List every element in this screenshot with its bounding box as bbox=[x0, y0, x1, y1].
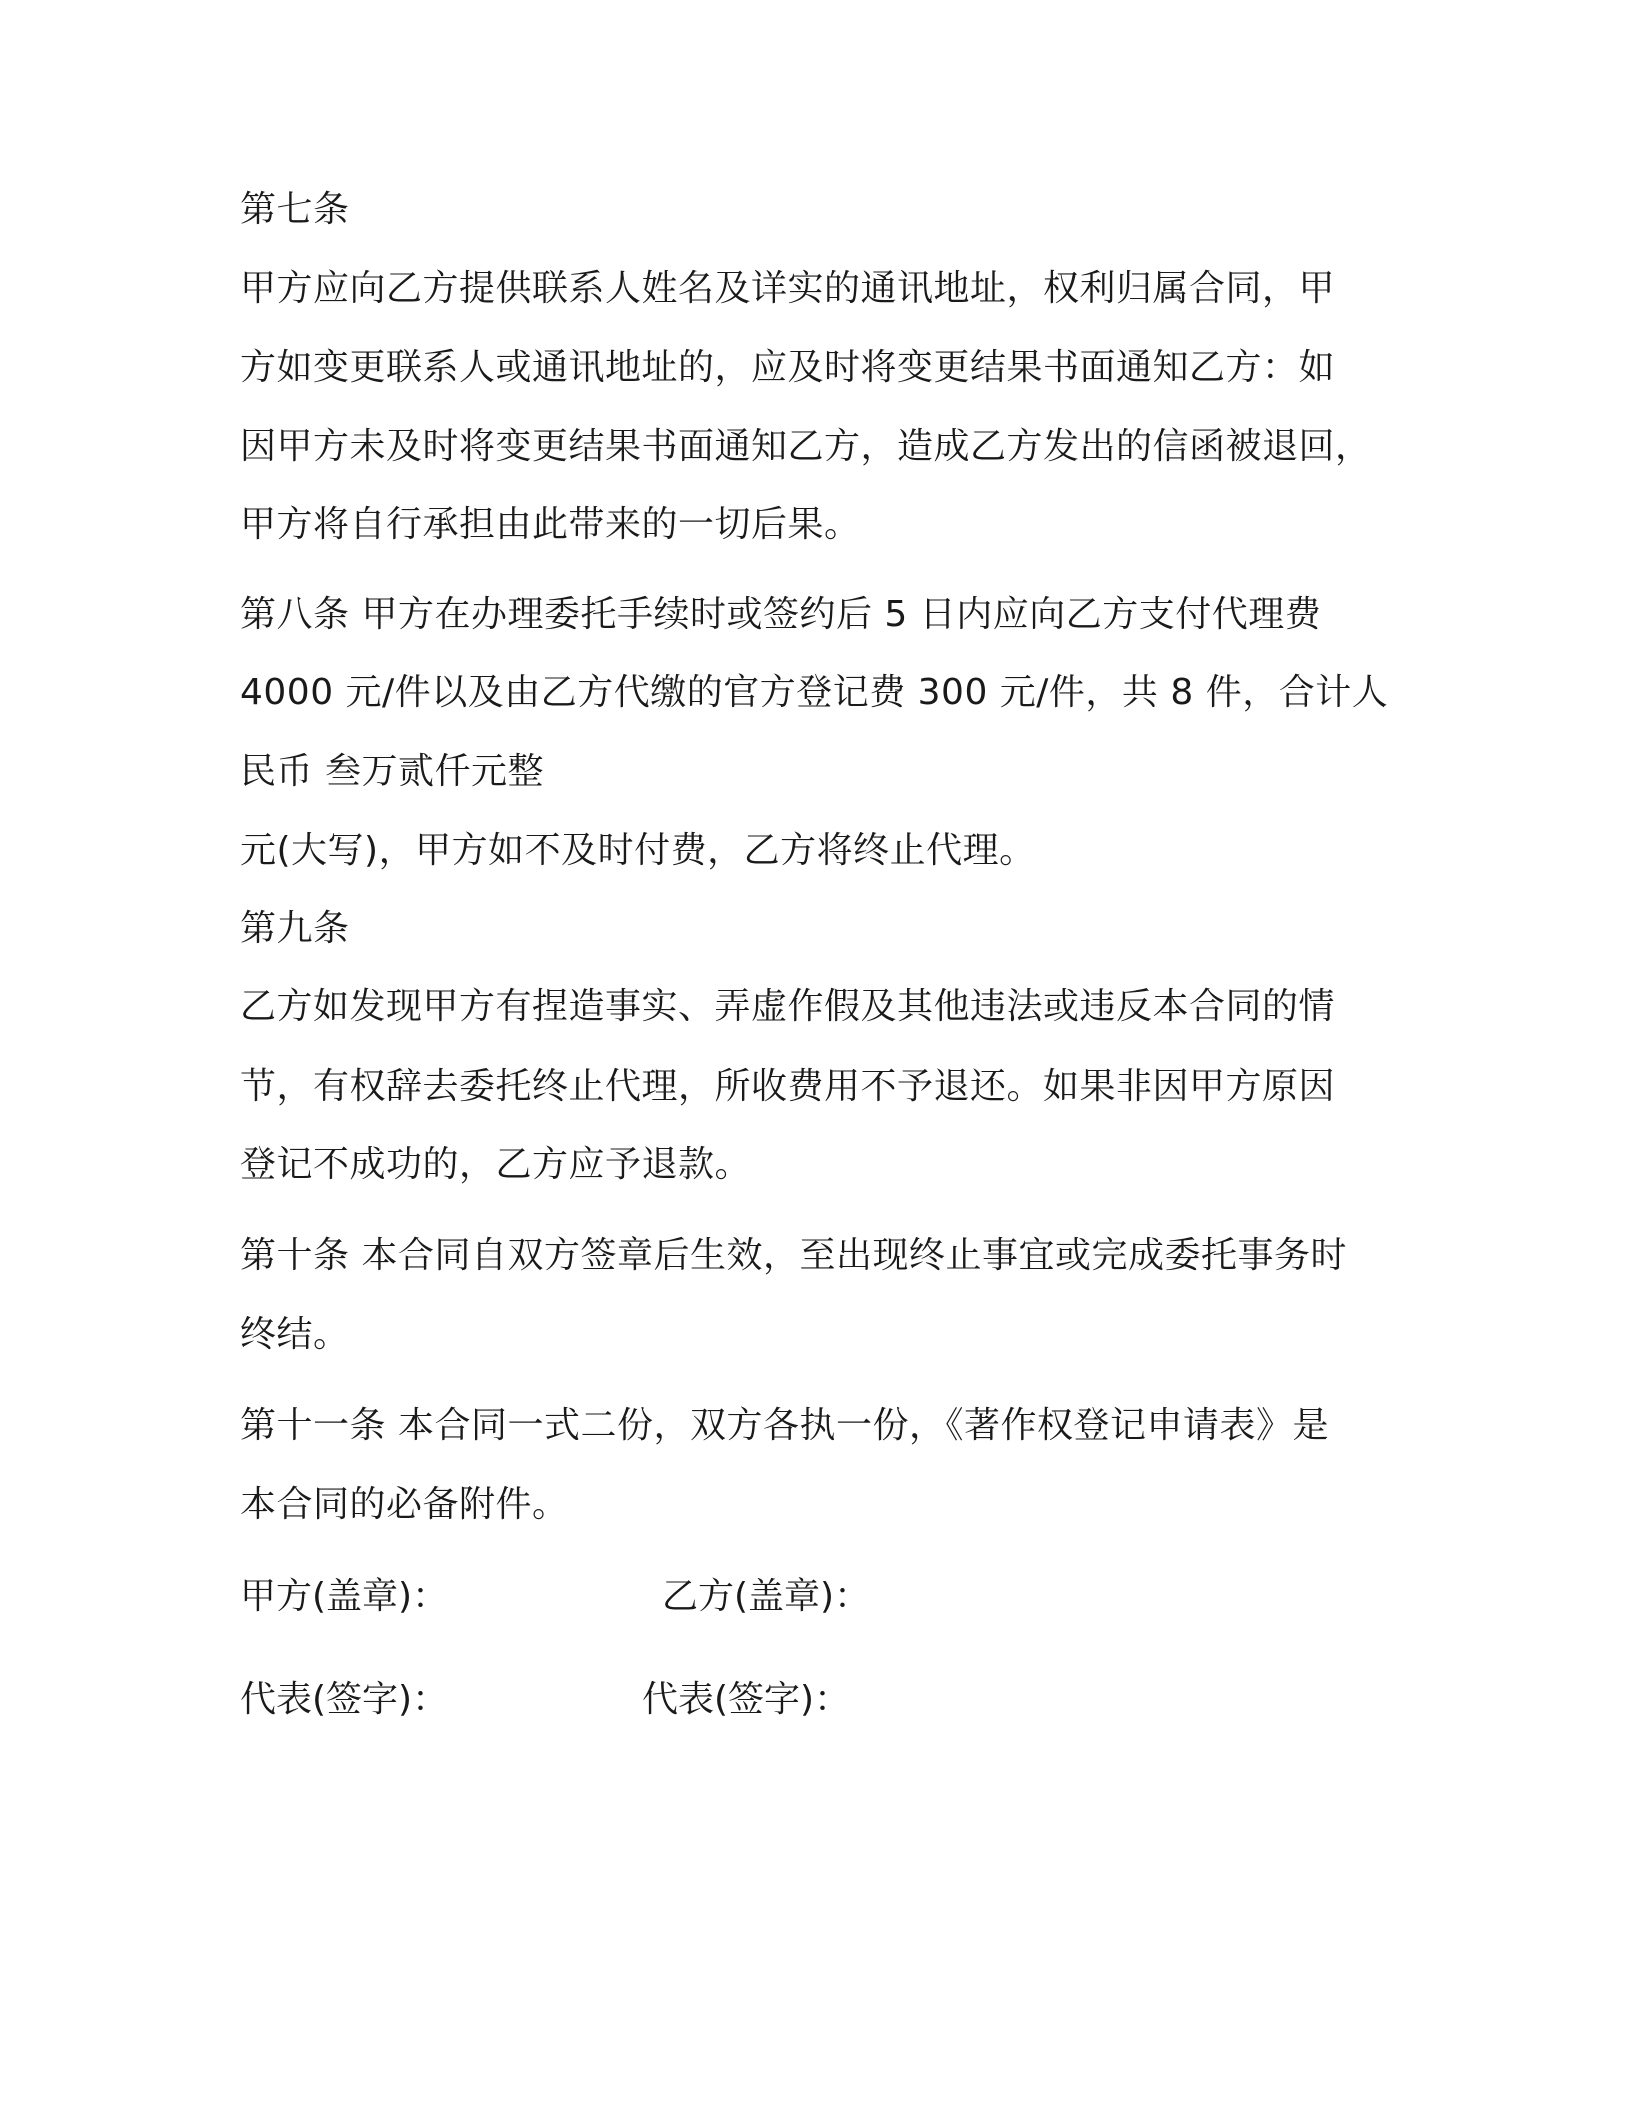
paragraph-line: 甲方应向乙方提供联系人姓名及详实的通讯地址，权利归属合同，甲 bbox=[240, 268, 1336, 309]
article-7 bbox=[240, 190, 1400, 545]
representative-row bbox=[240, 1680, 1400, 1720]
article-8-line: 元(大写)，甲方如不及时付费，乙方将终止代理。 bbox=[240, 830, 1036, 871]
paragraph-line: 因甲方未及时将变更结果书面通知乙方，造成乙方发出的信函被退回， bbox=[240, 426, 1372, 467]
party-a-rep-label: 代表(签字)： bbox=[240, 1679, 449, 1720]
article-8-line: 第八条 甲方在办理委托手续时或签约后 5 日内应向乙方支付代理费 bbox=[240, 594, 1322, 635]
article-8-line: 民币 叁万贰仟元整 bbox=[240, 751, 544, 792]
article-8-line: 4000 元/件以及由乙方代缴的官方登记费 300 元/件，共 8 件，合计人 bbox=[240, 672, 1389, 713]
party-b-rep-label: 代表(签字)： bbox=[642, 1679, 851, 1720]
paragraph-line: 节，有权辞去委托终止代理，所收费用不予退还。如果非因甲方原因 bbox=[240, 1066, 1336, 1107]
document-page bbox=[240, 190, 1400, 1720]
paragraph-line: 甲方将自行承担由此带来的一切后果。 bbox=[240, 504, 861, 545]
party-b-seal-label: 乙方(盖章)： bbox=[662, 1576, 871, 1617]
paragraph-line: 登记不成功的，乙方应予退款。 bbox=[240, 1144, 752, 1185]
article-11-line: 第十一条 本合同一式二份，双方各执一份，《著作权登记申请表》是 bbox=[240, 1405, 1329, 1446]
paragraph-line: 方如变更联系人或通讯地址的，应及时将变更结果书面通知乙方：如 bbox=[240, 347, 1336, 388]
article-10 bbox=[240, 1236, 1400, 1355]
party-a-seal-label: 甲方(盖章)： bbox=[240, 1576, 449, 1617]
seal-row bbox=[240, 1577, 1400, 1617]
article-10-line: 终结。 bbox=[240, 1314, 350, 1355]
article-10-line: 第十条 本合同自双方签章后生效，至出现终止事宜或完成委托事务时 bbox=[240, 1235, 1347, 1276]
article-9 bbox=[240, 909, 1400, 1185]
article-8 bbox=[240, 595, 1400, 871]
article-9-heading: 第九条 bbox=[240, 908, 350, 949]
article-11 bbox=[240, 1406, 1400, 1525]
article-11-line: 本合同的必备附件。 bbox=[240, 1484, 569, 1525]
signature-block bbox=[240, 1577, 1400, 1720]
article-7-heading: 第七条 bbox=[240, 189, 350, 230]
paragraph-line: 乙方如发现甲方有捏造事实、弄虚作假及其他违法或违反本合同的情 bbox=[240, 986, 1336, 1027]
